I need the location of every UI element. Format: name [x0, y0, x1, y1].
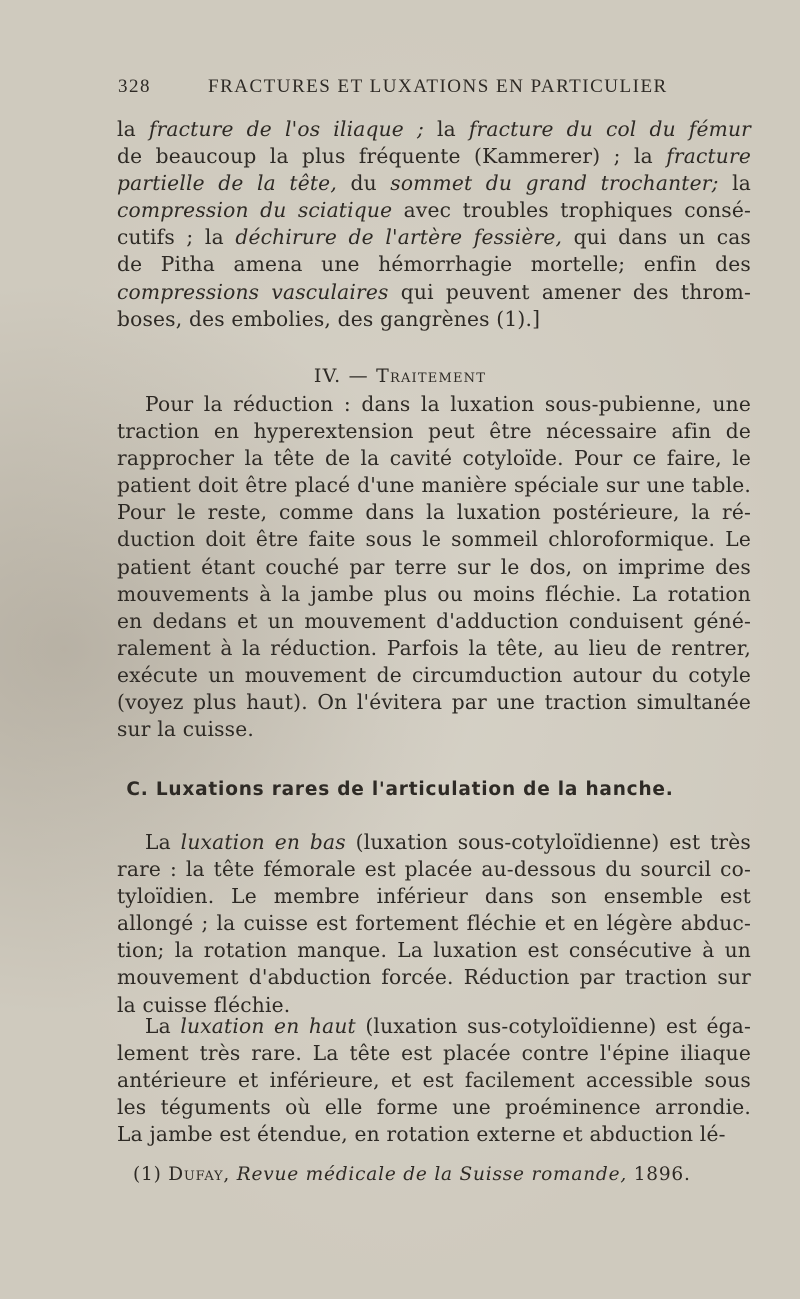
text-run: La: [145, 830, 181, 854]
text-line: [117, 116, 751, 143]
text-run: qui peuvent amener des throm-: [388, 279, 752, 304]
paragraph-text: [117, 829, 751, 1019]
text-run: la: [423, 117, 469, 141]
section-heading-traitement: [0, 365, 800, 387]
text-run: tyloïdien. Le membre inférieur dans son ensemble est: [117, 884, 751, 909]
text-run: sur la cuisse.: [117, 717, 254, 742]
text-line: [117, 143, 751, 170]
text-run: (luxation sous-cotyloïdienne) est très: [345, 830, 751, 854]
text-run: les téguments où elle forme une proéminence arrondie.: [117, 1095, 751, 1120]
text-line: [117, 1094, 751, 1121]
italic-text: déchirure de l'artère fessière,: [235, 225, 563, 250]
text-run: patient étant couché par terre sur le dos, on imprime des: [117, 554, 751, 579]
text-line: [117, 279, 751, 306]
section-title: Traitement: [376, 365, 487, 387]
italic-text: partielle de la tête,: [117, 171, 337, 196]
text-run: cutifs ; la: [117, 225, 236, 250]
section-numeral: IV. —: [313, 365, 377, 387]
text-run: antérieure et inférieure, et est facilement accessible sous: [117, 1068, 751, 1093]
complications-paragraph: [117, 116, 751, 333]
text-line: [117, 635, 751, 662]
text-run: duction doit être faite sous le sommeil chloroformique. Le: [117, 527, 751, 552]
luxation-en-haut-paragraph: [117, 1013, 751, 1148]
text-line: [117, 1121, 751, 1148]
text-run: Pour la réduction : dans la luxation sous-pubienne, une: [145, 392, 751, 416]
text-line: [117, 499, 751, 526]
text-line: [117, 445, 751, 472]
text-line: [117, 526, 751, 553]
text-run: tion; la rotation manque. La luxation est consécutive à un: [117, 938, 751, 963]
footnote-marker: (1): [133, 1164, 169, 1185]
text-line: [117, 856, 751, 883]
text-run: Pour le reste, comme dans la luxation postérieure, la ré-: [117, 500, 751, 525]
text-run: exécute un mouvement de circumduction autour du cotyle: [117, 662, 751, 687]
text-run: (voyez plus haut). On l'évitera par une traction simultanée: [117, 690, 751, 715]
text-run: rapprocher la tête de la cavité cotyloïde. Pour ce faire, le: [117, 446, 751, 471]
italic-text: luxation en haut: [180, 1014, 356, 1038]
italic-text: sommet du grand trochanter;: [390, 171, 719, 196]
text-line: [117, 1013, 751, 1040]
text-run: (luxation sus-cotyloïdienne) est éga-: [355, 1014, 751, 1038]
text-line: [117, 472, 751, 499]
text-run: la: [117, 117, 149, 141]
luxation-en-bas-paragraph: [117, 829, 751, 1019]
text-line: [117, 391, 751, 418]
text-run: traction en hyperextension peut être nécessaire afin de: [117, 419, 751, 444]
paragraph-text: [117, 391, 751, 743]
text-line: [117, 1067, 751, 1094]
text-line: [117, 829, 751, 856]
text-line: [117, 910, 751, 937]
text-line: [117, 197, 751, 224]
text-line: [117, 418, 751, 445]
paragraph-text: [117, 1013, 751, 1148]
running-title: FRACTURES ET LUXATIONS EN PARTICULIER: [208, 76, 668, 97]
text-run: avec troubles trophiques consé-: [392, 198, 751, 223]
text-run: en dedans et un mouvement d'adduction conduisent géné-: [117, 608, 751, 633]
text-run: rare : la tête fémorale est placée au-dessous du sourcil co-: [117, 857, 751, 882]
text-run: La: [145, 1014, 181, 1038]
text-line: [117, 1040, 751, 1067]
text-run: de Pitha amena une hémorrhagie mortelle; enfin des: [117, 252, 751, 277]
text-line: [117, 608, 751, 635]
text-run: de beaucoup la plus fréquente (Kammerer) ; la: [117, 144, 667, 169]
text-run: qui dans un cas: [562, 225, 751, 250]
footnote-journal: Revue médicale de la Suisse romande,: [230, 1164, 628, 1185]
page-header: [118, 76, 668, 106]
text-run: lement très rare. La tête est placée contre l'épine iliaque: [117, 1041, 751, 1066]
text-line: [117, 224, 751, 251]
text-line: [117, 554, 751, 581]
text-line: [117, 581, 751, 608]
text-line: [117, 170, 751, 197]
text-line: [117, 662, 751, 689]
italic-text: fracture: [666, 144, 751, 169]
italic-text: luxation en bas: [180, 830, 346, 854]
text-line: [117, 306, 751, 333]
subsection-heading: C. Luxations rares de l'articulation de la hanche.: [126, 779, 674, 800]
text-line: [117, 716, 751, 743]
text-run: allongé ; la cuisse est fortement fléchie et en légère abduc-: [117, 911, 751, 936]
text-run: du: [336, 171, 391, 196]
text-run: La jambe est étendue, en rotation externe et abduction lé-: [117, 1122, 726, 1147]
paragraph-text: [117, 116, 751, 333]
text-line: [117, 689, 751, 716]
footnote-author: Dufay,: [168, 1164, 231, 1185]
text-line: [117, 883, 751, 910]
footnote-year: 1896.: [627, 1164, 691, 1185]
footnote: [133, 1164, 691, 1185]
text-run: mouvement d'abduction forcée. Réduction par traction sur: [117, 965, 751, 990]
italic-text: fracture du col du fémur: [468, 117, 751, 141]
text-line: [117, 251, 751, 278]
italic-text: compressions vasculaires: [117, 279, 389, 304]
italic-text: fracture de l'os iliaque ;: [148, 117, 424, 141]
text-line: [117, 964, 751, 991]
treatment-paragraph: [117, 391, 751, 743]
text-run: boses, des embolies, des gangrènes (1).]: [117, 306, 541, 331]
text-run: la: [718, 171, 752, 196]
text-run: mouvements à la jambe plus ou moins fléchie. La rotation: [117, 581, 751, 606]
text-run: patient doit être placé d'une manière spéciale sur une table.: [117, 473, 751, 498]
italic-text: compression du sciatique: [117, 198, 393, 223]
text-run: ralement à la réduction. Parfois la tête, au lieu de rentrer,: [117, 635, 751, 660]
text-line: [117, 937, 751, 964]
page-number: 328: [118, 76, 151, 97]
text-run: la cuisse fléchie.: [117, 992, 291, 1017]
